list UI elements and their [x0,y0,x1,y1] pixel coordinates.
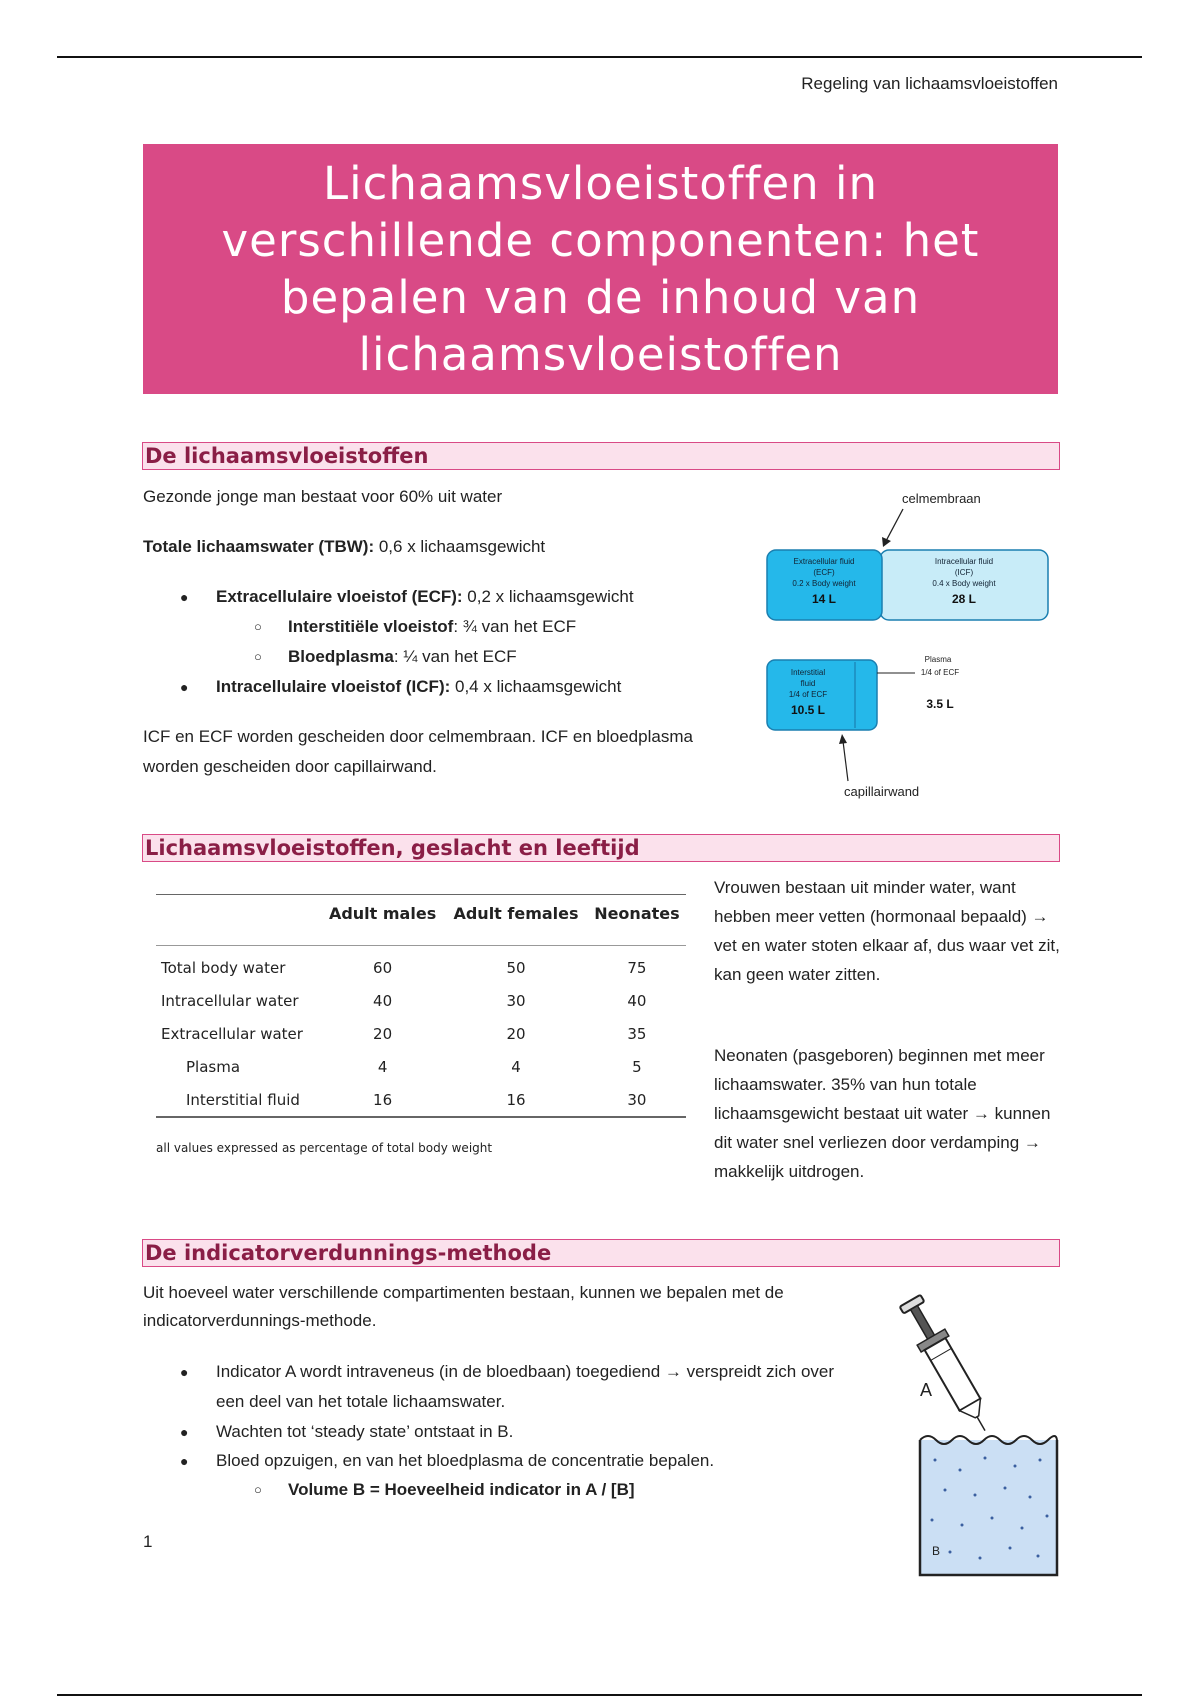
table-header-blank [156,894,321,946]
cell: 30 [506,991,526,1010]
icf-line-3: 0.4 x Body weight [932,579,996,588]
bullet-text: Bloed opzuigen, en van het bloedplasma de concentratie bepalen. [216,1451,715,1470]
bullet-interstitial [254,612,577,642]
bullet-step-2 [180,1417,514,1447]
page-number: 1 [143,1532,153,1551]
table-row [156,1083,686,1117]
label-a: A [920,1380,933,1400]
interstitial-line-3: 1/4 of ECF [788,690,828,699]
capillairwand-arrow [843,741,848,781]
bullet-value: : ¾ van het ECF [453,617,577,636]
bullet-icf [180,672,622,702]
section-heading-geslacht-leeftijd: Lichaamsvloeistoffen, geslacht en leeftijd [142,834,1060,862]
row-label: Total body water [161,958,286,977]
tbw-value: 0,6 x lichaamsgewicht [374,537,546,556]
neonates-paragraph: Neonaten (pasgeboren) beginnen met meer lichaamswater. 35% van hun totale lichaamsgewicht bestaat uit water → kunnen dit water snel verliezen door verdamping → makkelijk uitdrogen. [714,1046,1051,1181]
bullet-label: Bloedplasma [288,647,394,666]
syringe-beaker-illustration [890,1290,1070,1580]
icf-line-2: (ICF) [954,568,974,577]
cell: 40 [373,991,393,1010]
cell: 75 [627,958,647,977]
women-paragraph: Vrouwen bestaan uit minder water, want hebben meer vetten (hormonaal bepaald) → vet en water stoten elkaar af, dus waar vet zit, kan geen water zitten. [714,878,1060,984]
cell: 16 [373,1090,393,1109]
syringe-icon [896,1293,999,1439]
table-row [156,1050,686,1083]
bullet-plasma [254,642,517,672]
page-title: Lichaamsvloeistoffen in verschillende componenten: het bepalen van de inhoud van lichaamsvloeistoffen [221,157,980,381]
plasma-volume: 3.5 L [926,697,954,711]
cell: 35 [627,1024,647,1043]
bullet-value: 0,2 x lichaamsgewicht [462,587,634,606]
ecf-line-1: Extracellular fluid [793,557,855,566]
circle-bullet-icon: ○ [254,649,262,664]
cell: 60 [373,958,393,977]
indicator-intro: Uit hoeveel water verschillende compartimenten bestaan, kunnen we bepalen met de indicatorverdunnings-methode. [143,1283,784,1330]
bullet-icon: ● [180,1424,189,1440]
bullet-icon: ● [180,679,189,695]
plasma-label-2: 1/4 of ECF [920,668,960,677]
table-row [156,1017,686,1050]
table-row [156,946,686,985]
interstitial-volume: 10.5 L [790,703,826,717]
bullet-icon: ● [180,1453,189,1469]
cell: 4 [377,1057,388,1076]
capillairwand-label: capillairwand [844,784,920,799]
bullet-value: : ¼ van het ECF [393,647,517,666]
bottom-rule [57,1694,1142,1696]
icf-line-1: Intracellular fluid [934,557,994,566]
row-label: Plasma [186,1057,241,1076]
bullet-label: Interstitiële vloeistof [288,617,454,636]
bullet-label: Extracellulaire vloeistof (ECF): [216,587,463,606]
fluid-table-area [143,880,703,1180]
intro-text: Gezonde jonge man bestaat voor 60% uit water [143,487,503,506]
ecf-volume: 14 L [811,592,837,606]
top-rule [57,56,1142,58]
arrow-head-icon [839,734,847,744]
celmembraan-arrow [886,509,903,541]
bullet-text: Wachten tot ‘steady state’ ontstaat in B. [216,1422,514,1441]
body-water-table [156,894,686,1118]
formula-text: Volume B = Hoeveelheid indicator in A / [B] [288,1480,635,1499]
table-header-females: Adult females [453,904,579,923]
arrow-head-icon [882,537,891,547]
row-label: Extracellular water [161,1024,303,1043]
table-header-row [156,894,686,946]
cell: 5 [632,1057,642,1076]
circle-bullet-icon: ○ [254,619,262,634]
label-b: B [932,1544,941,1558]
ecf-line-3: 0.2 x Body weight [792,579,856,588]
bullet-step-1 [180,1357,866,1417]
icf-volume: 28 L [951,592,977,606]
bullet-ecf [180,582,634,612]
bullet-icon: ● [180,1364,189,1380]
beaker-water [920,1440,1057,1575]
cell: 40 [627,991,647,1010]
section-heading-lichaamsvloeistoffen: De lichaamsvloeistoffen [142,442,1060,470]
cell: 30 [627,1090,647,1109]
tbw-label: Totale lichaamswater (TBW): [143,537,375,556]
plasma-label-1: Plasma [924,655,952,664]
cell: 16 [506,1090,526,1109]
bullet-text: Indicator A wordt intraveneus (in de bloedbaan) toegediend → verspreidt zich over een deel van het totale lichaamswater. [216,1362,835,1411]
tbw-line [143,532,545,562]
table-row [156,984,686,1017]
table-header-neonates: Neonates [594,904,680,923]
row-label: Interstitial fluid [186,1090,300,1109]
bullet-icon: ● [180,589,189,605]
cell: 50 [506,958,526,977]
bullet-formula [254,1475,635,1505]
celmembraan-label: celmembraan [902,491,981,506]
table-header-males: Adult males [328,904,437,923]
ecf-line-2: (ECF) [813,568,835,577]
table-footnote: all values expressed as percentage of total body weight [156,1141,493,1155]
title-banner [143,144,1058,394]
cell: 20 [506,1024,526,1043]
cell: 4 [511,1057,521,1076]
closing-text: ICF en ECF worden gescheiden door celmembraan. ICF en bloedplasma worden gescheiden door capillairwand. [143,727,693,776]
interstitial-line-2: fluid [800,679,816,688]
section-heading-indicatorverdunning: De indicatorverdunnings-methode [142,1239,1060,1267]
interstitial-line-1: Interstitial [790,668,826,677]
running-header: Regeling van lichaamsvloeistoffen [801,74,1058,93]
circle-bullet-icon: ○ [254,1482,262,1497]
bullet-step-3 [180,1446,715,1476]
bullet-value: 0,4 x lichaamsgewicht [450,677,622,696]
cell: 20 [373,1024,393,1043]
fluid-compartments-diagram [760,485,1060,805]
bullet-label: Intracellulaire vloeistof (ICF): [216,677,451,696]
row-label: Intracellular water [161,991,299,1010]
